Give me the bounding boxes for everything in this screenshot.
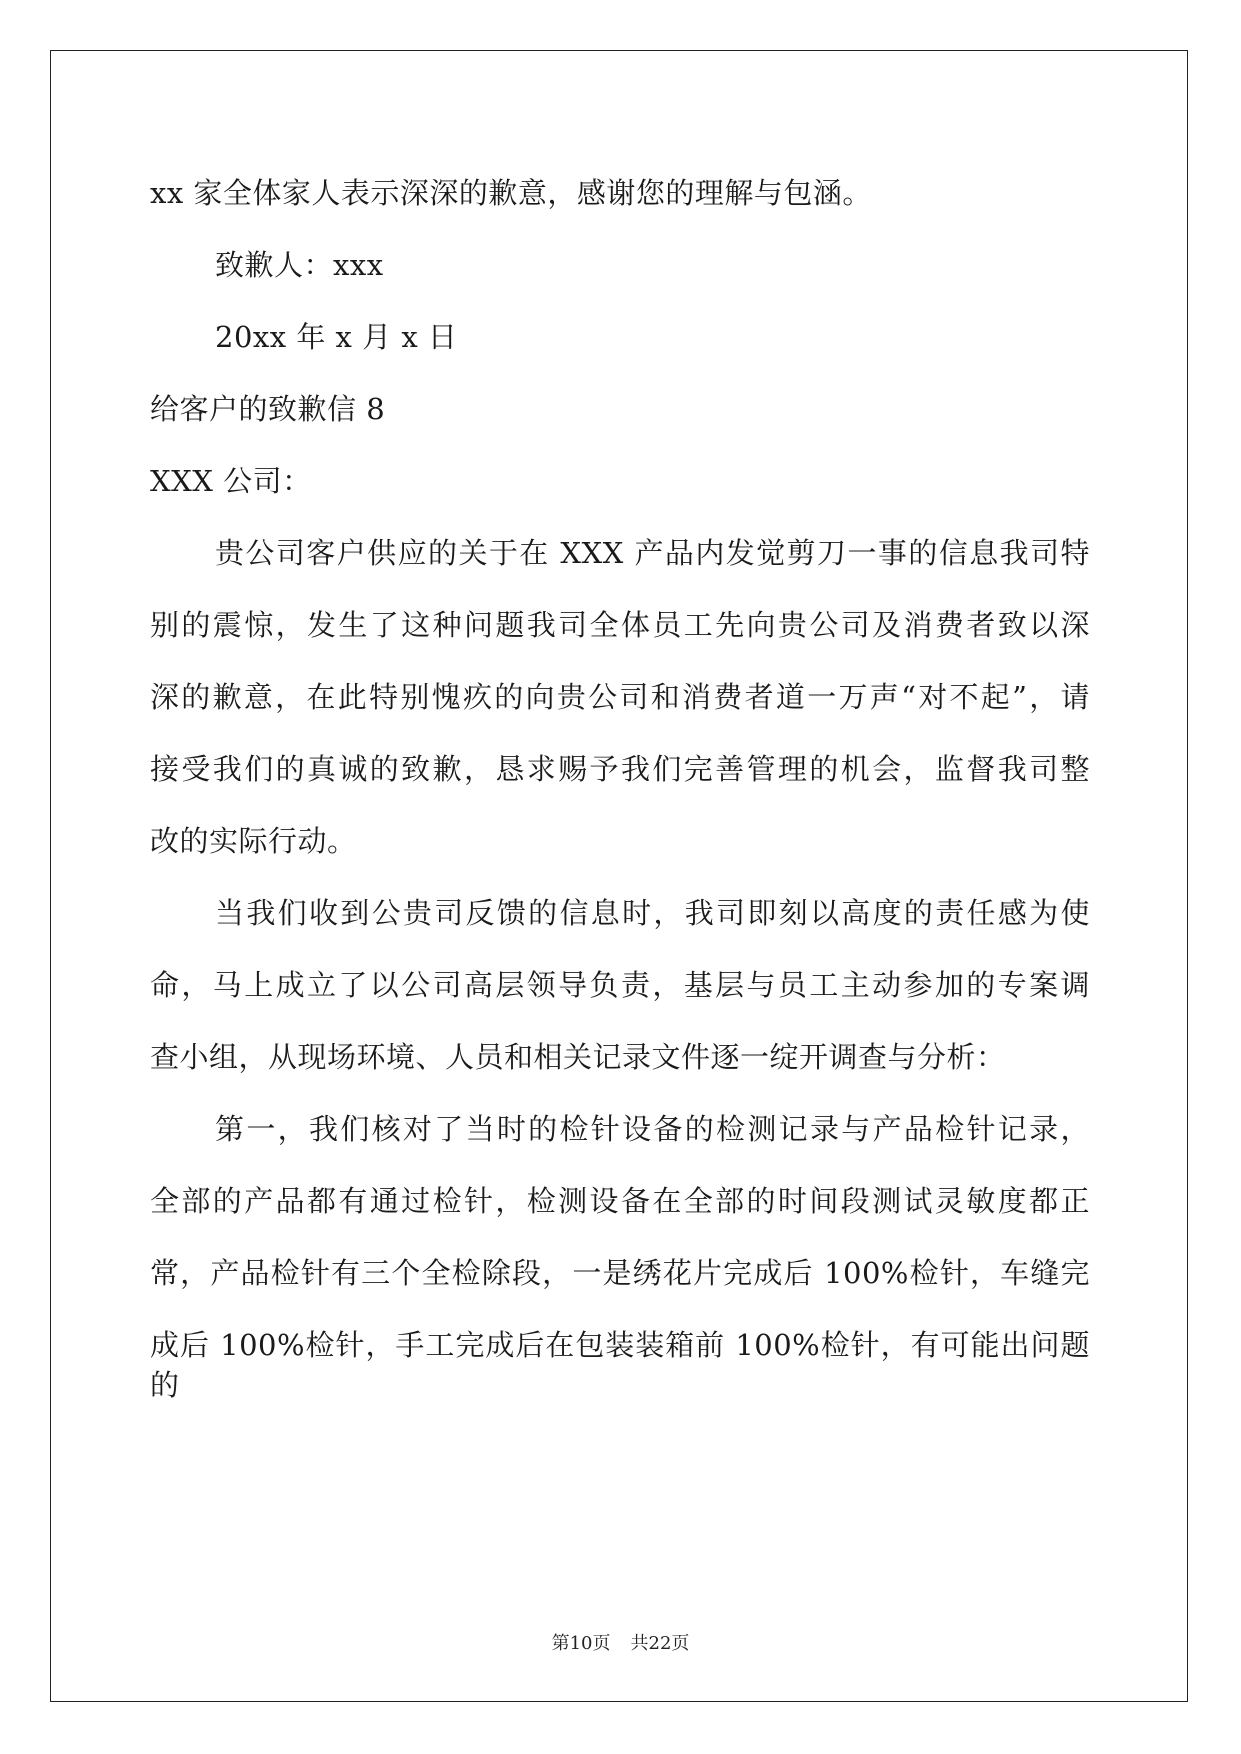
text-line: 全部的产品都有通过检针，检测设备在全部的时间段测试灵敏度都正	[150, 1184, 1090, 1218]
text-line: 成后 100%检针，手工完成后在包装装箱前 100%检针，有可能出问题的	[150, 1328, 1090, 1402]
page-border	[50, 50, 1188, 1702]
text-line: 当我们收到公贵司反馈的信息时，我司即刻以高度的责任感为使	[215, 896, 1090, 930]
salutation-line: XXX 公司：	[150, 464, 312, 498]
signature-line: 致歉人：xxx	[215, 248, 384, 282]
text-line: xx 家全体家人表示深深的歉意，感谢您的理解与包涵。	[150, 176, 872, 210]
text-line: 贵公司客户供应的关于在 XXX 产品内发觉剪刀一事的信息我司特	[215, 536, 1090, 570]
text-line: 命，马上成立了以公司高层领导负责，基层与员工主动参加的专案调	[150, 968, 1090, 1002]
date-line: 20xx 年 x 月 x 日	[215, 320, 458, 354]
text-line: 接受我们的真诚的致歉，恳求赐予我们完善管理的机会，监督我司整	[150, 752, 1090, 786]
page-total: 共22页	[630, 1633, 690, 1654]
page-number: 第10页	[551, 1633, 611, 1654]
text-line: 深的歉意，在此特别愧疚的向贵公司和消费者道一万声“对不起”，请	[150, 680, 1090, 714]
text-line: 第一，我们核对了当时的检针设备的检测记录与产品检针记录，	[215, 1112, 1090, 1146]
text-line: 改的实际行动。	[150, 824, 357, 858]
page-footer	[0, 1632, 1241, 1656]
text-line: 别的震惊，发生了这种问题我司全体员工先向贵公司及消费者致以深	[150, 608, 1090, 642]
text-line: 常，产品检针有三个全检除段，一是绣花片完成后 100%检针，车缝完	[150, 1256, 1090, 1290]
section-heading: 给客户的致歉信 8	[150, 392, 386, 426]
text-line: 查小组，从现场环境、人员和相关记录文件逐一绽开调查与分析：	[150, 1040, 1006, 1074]
